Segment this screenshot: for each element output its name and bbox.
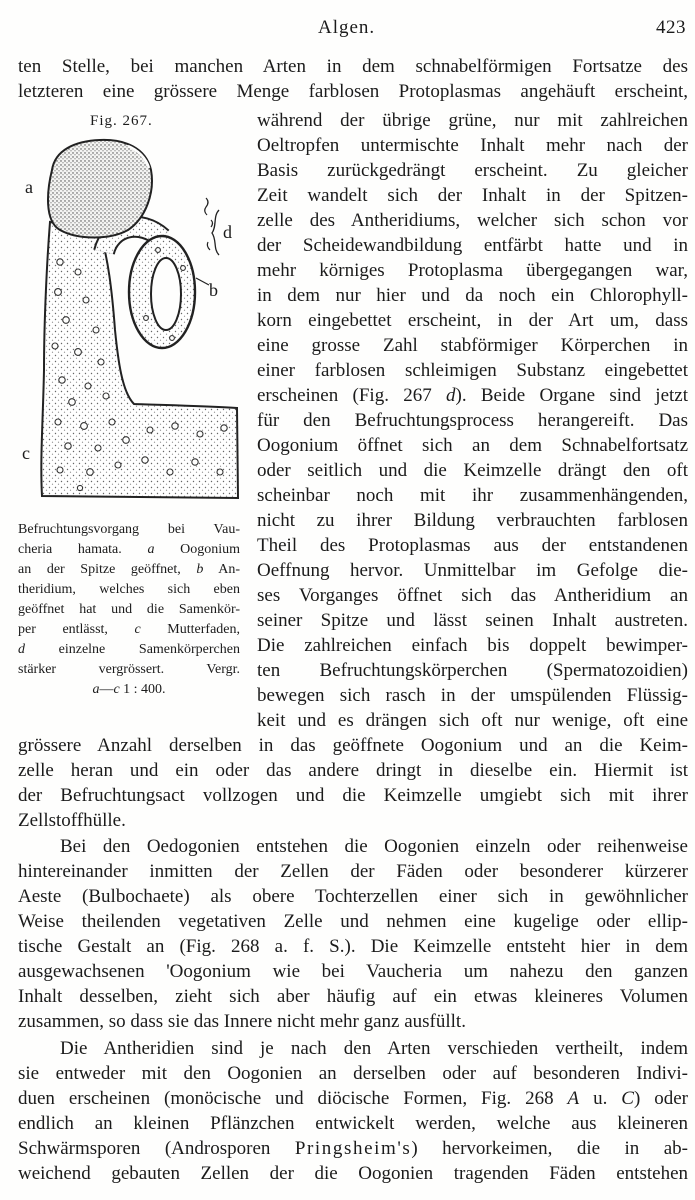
text-line: ausgewachsenen 'Oogonium wie bei Vaucheria um nahezu den ganzen <box>18 961 688 982</box>
text-line: stärker vergrössert. Vergr. <box>18 662 240 677</box>
text-segment: duen erscheinen (monöcische und diöcische Formen, Fig. 268 <box>18 1088 568 1109</box>
oil-droplet <box>57 467 63 473</box>
text-line: geöffnet hat und die Samenkör- <box>18 602 240 617</box>
spermatozoid <box>211 220 213 227</box>
text-line: der Befruchtungsact vollzogen und die Keimzelle umgiebt sich mit ihrer <box>18 785 688 806</box>
figure-label-c: c <box>22 443 30 463</box>
label-b-pointer <box>196 278 209 285</box>
antheridium-coil-lumen <box>151 258 181 330</box>
oil-droplet <box>93 327 99 333</box>
text-line: theridium, welches sich eben <box>18 582 240 597</box>
oil-droplet <box>197 431 203 437</box>
text-line: in dem nur hier und da noch ein Chlorophyll- <box>257 285 688 306</box>
text-line: seiner Spitze und lässt seinen Inhalt austreten. <box>257 610 688 631</box>
text-line <box>18 560 240 580</box>
text-segment: 1 : 400. <box>119 682 166 697</box>
text-line: Oeltropfen untermischte Inhalt mehr nach der <box>257 135 688 156</box>
text-line: Zellstoffhülle. <box>18 810 126 831</box>
text-line <box>18 640 240 660</box>
text-line: Die zahlreichen einfach bis doppelt bewimper- <box>257 635 688 656</box>
figure-label-b: b <box>209 280 218 300</box>
figure-label-a: a <box>25 177 33 197</box>
italic-text: d <box>446 385 456 406</box>
text-line <box>18 1086 688 1111</box>
italic-text: a <box>147 542 155 557</box>
oil-droplet <box>181 266 186 271</box>
spaced-name-text: Pringsheim's <box>294 1138 412 1159</box>
italic-text: C <box>621 1088 634 1109</box>
oil-droplet <box>221 425 227 431</box>
italic-text: c <box>113 682 120 697</box>
oil-droplet <box>147 427 153 433</box>
text-line: tische Gestalt an (Fig. 268 a. f. S.). Die Keimzelle entsteht hier in dem <box>18 936 688 957</box>
oil-droplet <box>81 423 88 430</box>
text-segment: ) hervorkeimen, die in ab- <box>411 1138 688 1159</box>
text-line: korn eingebettet erscheint, in der Art um, dass <box>257 310 688 331</box>
italic-text: d <box>18 642 25 657</box>
oil-droplet <box>85 383 91 389</box>
text-segment: — <box>99 682 114 697</box>
text-segment: Oogonium <box>154 542 240 557</box>
oil-droplet <box>115 462 121 468</box>
text-line: Oogonium öffnet sich an dem Schnabelfortsatz <box>257 435 688 456</box>
text-line: Oeffnung hervor. Unmittelbar im Gefolge die- <box>257 560 688 581</box>
text-segment: An- <box>203 562 240 577</box>
text-line: endlich an kleinen Pflänzchen entwickelt werden, welche aus kleineren <box>18 1113 688 1134</box>
text-line: letzteren eine grössere Menge farblosen Protoplasmas angehäuft erscheint, <box>18 81 688 102</box>
oil-droplet <box>87 469 94 476</box>
paragraph-continuation <box>18 733 688 833</box>
paragraph-antheridien <box>18 1036 688 1186</box>
text-line: scheinbar noch mit ihr zusammenhängenden, <box>257 485 688 506</box>
text-line: einer farblosen schleimigen Substanz eingebettet <box>257 360 688 381</box>
oil-droplet <box>83 297 89 303</box>
oil-droplet <box>55 419 61 425</box>
text-segment: ). Beide Organe sind jetzt <box>455 385 689 406</box>
figure-caption <box>18 520 240 700</box>
text-line: Inhalt desselben, zieht sich aber häufig auf ein etwas kleineres Volumen <box>18 986 688 1007</box>
oil-droplet <box>69 399 76 406</box>
text-segment: u. <box>579 1088 622 1109</box>
text-line: hintereinander inmitten der Zellen der Fäden oder besonderer kürzerer <box>18 861 688 882</box>
text-segment: Mutterfaden, <box>140 622 240 637</box>
text-segment: Schwärmsporen (Androsporen <box>18 1138 295 1159</box>
text-line: ten Stelle, bei manchen Arten in dem schnabelförmigen Fortsatze des <box>18 56 688 77</box>
oil-droplet <box>65 443 71 449</box>
spermatozoid <box>205 198 208 215</box>
oil-droplet <box>123 437 130 444</box>
figure-label-d: d <box>223 222 232 242</box>
vaucheria-drawing <box>0 0 250 510</box>
text-line: Die Antheridien sind je nach den Arten verschieden vertheilt, indem <box>60 1038 688 1059</box>
text-line: nicht zu ihrer Bildung verbrauchten farblosen <box>257 510 688 531</box>
paragraph-oedogonien <box>18 834 688 1034</box>
oil-droplet <box>57 259 63 265</box>
oil-droplet <box>63 317 70 324</box>
oil-droplet <box>55 289 62 296</box>
oil-droplet <box>192 459 198 465</box>
text-line: Bei den Oedogonien entstehen die Oogonien einzeln oder reihenweise <box>60 836 688 857</box>
oil-droplet <box>217 469 223 475</box>
text-line <box>18 1136 688 1161</box>
text-line: Weise theilenden vegetativen Zelle und nehmen eine kugelige oder ellip- <box>18 911 688 932</box>
text-line: Zeit wandelt sich der Inhalt in der Spitzen- <box>257 185 688 206</box>
italic-text: A <box>567 1088 580 1109</box>
text-line: Aeste (Bulbochaete) als obere Tochterzellen einer sich in gewöhnlicher <box>18 886 688 907</box>
oil-droplet <box>167 469 173 475</box>
text-line <box>18 620 240 640</box>
text-line: zelle des Antheridiums, welcher sich schon vor <box>257 210 688 231</box>
oil-droplet <box>144 316 149 321</box>
text-line <box>18 540 240 560</box>
oil-droplet <box>52 343 58 349</box>
oil-droplet <box>103 393 109 399</box>
text-line: für den Befruchtungsprocess herangereift. Das <box>257 410 688 431</box>
text-line: Befruchtungsvorgang bei Vau- <box>18 522 240 537</box>
oil-droplet <box>75 349 82 356</box>
oil-droplet <box>95 445 101 451</box>
oil-droplet <box>59 377 65 383</box>
text-line: zelle heran und ein oder das andere dringt in dieselbe ein. Hiermit ist <box>18 760 688 781</box>
figure-number-label: Fig. 267. <box>90 113 153 129</box>
text-line: keit und es drängen sich oft nur wenige, oft eine <box>257 710 688 731</box>
text-segment: an der Spitze geöffnet, <box>18 562 197 577</box>
text-line: eine grosse Zahl stabförmiger Körperchen in <box>257 335 688 356</box>
text-line: ses Vorganges öffnet sich das Antheridium an <box>257 585 688 606</box>
oil-droplet <box>170 336 175 341</box>
oil-droplet <box>77 485 82 490</box>
oil-droplet <box>109 419 115 425</box>
text-line <box>18 680 240 700</box>
brace-mark <box>212 210 219 255</box>
oil-droplet <box>156 248 161 253</box>
italic-text: b <box>196 562 204 577</box>
oil-droplet <box>75 269 81 275</box>
oil-droplet <box>98 359 104 365</box>
text-line: während der übrige grüne, nur mit zahlreichen <box>257 110 688 131</box>
running-head-title: Algen. <box>318 17 376 38</box>
oil-droplet <box>142 457 148 463</box>
spermatozoid <box>207 242 210 250</box>
text-column-beside-figure <box>257 108 688 733</box>
text-line: Theil des Protoplasmas aus der entstandenen <box>257 535 688 556</box>
text-line: ten Befruchtungskörperchen (Spermatozoidien) <box>257 660 688 681</box>
italic-text: c <box>134 622 141 637</box>
text-line: mehr körniges Protoplasma übergegangen war, <box>257 260 688 281</box>
text-line: weichend gebauten Zellen der die Oogonien tragenden Fäden entstehen <box>18 1163 688 1184</box>
text-segment: cheria hamata. <box>18 542 148 557</box>
text-line: der Scheidewandbildung entfärbt hatte und in <box>257 235 688 256</box>
page-number: 423 <box>656 17 686 38</box>
oogonium <box>48 140 152 238</box>
italic-text: a <box>92 682 100 697</box>
text-segment: per entlässt, <box>18 622 135 637</box>
text-line: Basis zurückgedrängt erscheint. Zu gleicher <box>257 160 688 181</box>
text-line: bewegen sich rasch in der umspülenden Flüssig- <box>257 685 688 706</box>
text-segment: ) oder <box>633 1088 689 1109</box>
text-line: oder seitlich und die Keimzelle drängt den oft <box>257 460 688 481</box>
text-line: zusammen, so dass sie das Innere nicht mehr ganz ausfüllt. <box>18 1011 466 1032</box>
text-line <box>257 383 688 408</box>
text-segment: einzelne Samenkörperchen <box>25 642 240 657</box>
text-line: grössere Anzahl derselben in das geöffnete Oogonium und an die Keim- <box>18 735 688 756</box>
text-segment: erscheinen (Fig. 267 <box>257 385 447 406</box>
oil-droplet <box>172 423 178 429</box>
text-line: sie entweder mit den Oogonien an derselben oder auf besonderen Indivi- <box>18 1063 688 1084</box>
